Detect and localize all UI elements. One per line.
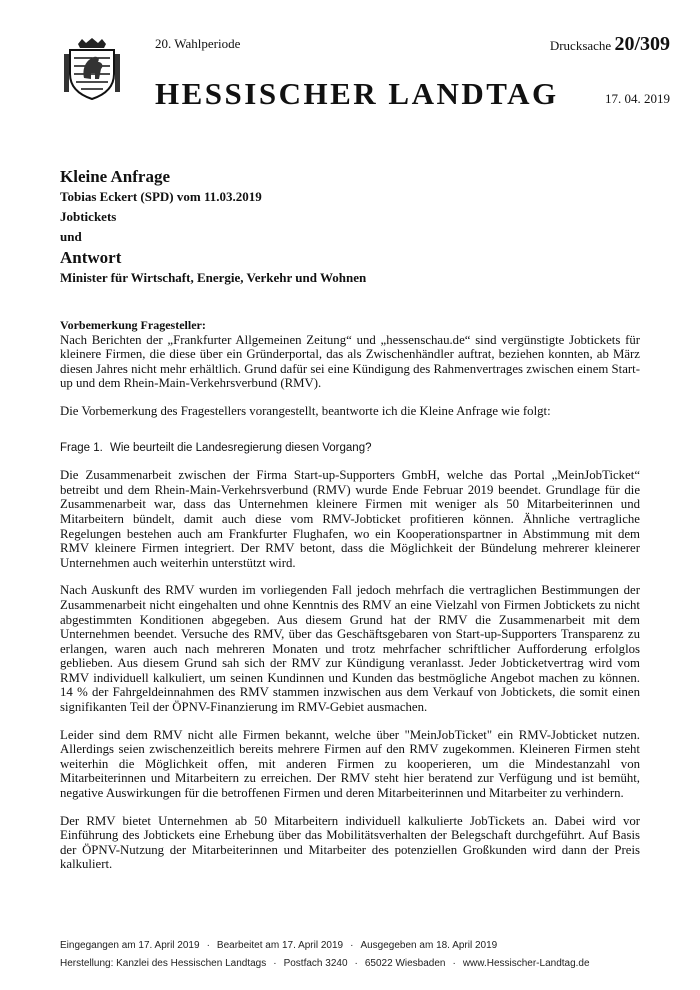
intro-sentence: Die Vorbemerkung des Fragestellers vorangestellt, beantworte ich die Kleine Anfrage wie folgt: bbox=[60, 403, 551, 418]
footer-production: Herstellung: Kanzlei des Hessischen Landtags · Postfach 3240 · 65022 Wiesbaden · www.Hessischer-Landtag.de bbox=[60, 958, 590, 969]
drucksache bbox=[550, 33, 670, 56]
question-number: Frage 1. bbox=[60, 441, 103, 454]
answer-heading: Antwort bbox=[60, 248, 122, 267]
processed-date: Bearbeitet am 17. April 2019 bbox=[216, 940, 344, 951]
preliminary-remark-text: Nach Berichten der „Frankfurter Allgemeinen Zeitung“ und „hessenschau.de“ sind vergünstigte Jobtickets für kleinere Firmen, die diese über ein Gründerportal, das als Zwischenhändler auftrat, beziehen konnten, ab März diesen Jahres nicht mehr erhältlich. Grund dafür sei eine Kündigung des Rahmenvertrages zwischen einem Start-up und dem Rhein-Main-Verkehrsverbund (RMV). bbox=[60, 332, 640, 391]
answer-paragraph: Leider sind dem RMV nicht alle Firmen bekannt, welche über "MeinJobTicket" ein RMV-Jobticket nutzen. Allerdings seien zwischenzeitlich bereits mehrere Firmen auf den RMV zugekommen. Kleineren Firmen steht weiterhin die Möglichkeit offen, mit anderen Firmen zu kooperieren, um die Mindestanzahl von Mitarbeiterinnen und Mitarbeitern zu erreichen. Der RMV steht hier beratend zur Verfügung und ist bemüht, negative Auswirkungen für die betroffenen Firmen und deren Mitarbeiterinnen und Mitarbeiter zu verhindern. bbox=[60, 727, 640, 801]
author-line: Tobias Eckert (SPD) vom 11.03.2019 bbox=[60, 189, 262, 204]
preliminary-remark-heading: Vorbemerkung Fragesteller: bbox=[60, 318, 206, 332]
title-block bbox=[60, 166, 660, 288]
coat-of-arms-logo bbox=[64, 38, 120, 100]
parliament-title: HESSISCHER LANDTAG bbox=[155, 76, 559, 111]
footer bbox=[60, 937, 660, 973]
wahlperiode: 20. Wahlperiode bbox=[155, 36, 241, 51]
footer-dates: Eingegangen am 17. April 2019 · Bearbeitet am 17. April 2019 · Ausgegeben am 18. April 2019 bbox=[60, 940, 498, 951]
postfach: Postfach 3240 bbox=[283, 958, 348, 969]
document-type: Kleine Anfrage bbox=[60, 167, 171, 186]
question-text: Wie beurteilt die Landesregierung diesen Vorgang? bbox=[110, 441, 372, 454]
website-link[interactable]: www.Hessischer-Landtag.de bbox=[462, 958, 590, 969]
minister-line: Minister für Wirtschaft, Energie, Verkehr und Wohnen bbox=[60, 270, 367, 285]
issued-date: Ausgegeben am 18. April 2019 bbox=[360, 940, 498, 951]
drucksache-number: 20/309 bbox=[614, 33, 670, 55]
answer-paragraph: Der RMV bietet Unternehmen ab 50 Mitarbeitern individuell kalkulierte JobTickets an. Dabei wird vor Einführung des Jobtickets eine Erhebung über das Mobilitätsverhalten der Belegschaft durchgeführt. Auf Basis der ÖPNV-Nutzung der Mitarbeiterinnen und Mitarbeiter des potenziellen Großkunden wird dann der Preis kalkuliert. bbox=[60, 813, 640, 872]
document-body bbox=[60, 318, 640, 872]
document-date: 17. 04. 2019 bbox=[605, 91, 670, 106]
and-word: und bbox=[60, 229, 82, 244]
production-info: Herstellung: Kanzlei des Hessischen Landtags bbox=[60, 958, 267, 969]
answer-paragraph: Nach Auskunft des RMV wurden im vorliegenden Fall jedoch mehrfach die vertraglichen Bestimmungen der Zusammenarbeit nicht eingehalten und ohne Kenntnis des RMV an eine Vielzahl von Firmen Jobtickets zu nicht abgestimmten Konditionen abgegeben. Aus diesem Grund hat der RMV die Zusammenarbeit mit dem Unternehmen beendet. Versuche des RMV, über das Geschäftsgebaren von Start-up-Supporters Transparenz zu erlangen, waren auch nach mehreren Monaten und trotz mehrfacher schriftlicher Aufforderung erfolglos geblieben. Aus diesem Grund sah sich der RMV zur Kündigung veranlasst. Jeder Jobticketvertrag wird vom RMV individuell kalkuliert, um seinen Kundinnen und Kunden das bestmögliche Angebot machen zu können. 14 % der Fahrgeldeinnahmen des RMV stammen inzwischen aus dem Verkauf von Jobtickets, die somit einen signifikanten Teil der ÖPNV-Finanzierung im RMV-Gebiet ausmachen. bbox=[60, 583, 640, 715]
received-date: Eingegangen am 17. April 2019 bbox=[60, 940, 200, 951]
question-1 bbox=[60, 441, 640, 456]
city: 65022 Wiesbaden bbox=[364, 958, 446, 969]
subject: Jobtickets bbox=[60, 209, 117, 224]
answer-paragraph: Die Zusammenarbeit zwischen der Firma Start-up-Supporters GmbH, welche das Portal „MeinJobTicket“ betreibt und dem Rhein-Main-Verkehrsverbund (RMV) wurde Ende Februar 2019 beendet. Grundlage für die Zusammenarbeit war, dass das Unternehmen kleinere Firmen mit weniger als 50 Mitarbeiterinnen und Mitarbeitern bündelt, damit auch diese vom RMV-Jobticket profitieren können. Ähnliche vertragliche Regelungen bestehen auch am Frankfurter Flughafen, wo ein Kooperationspartner in Abstimmung mit dem RMV kleinere Firmen integriert. Der RMV betont, dass die Möglichkeit der Bündelung mehrerer kleinerer Unternehmen auch weiterhin unterstützt wird. bbox=[60, 468, 640, 570]
drucksache-label: Drucksache bbox=[549, 38, 612, 53]
